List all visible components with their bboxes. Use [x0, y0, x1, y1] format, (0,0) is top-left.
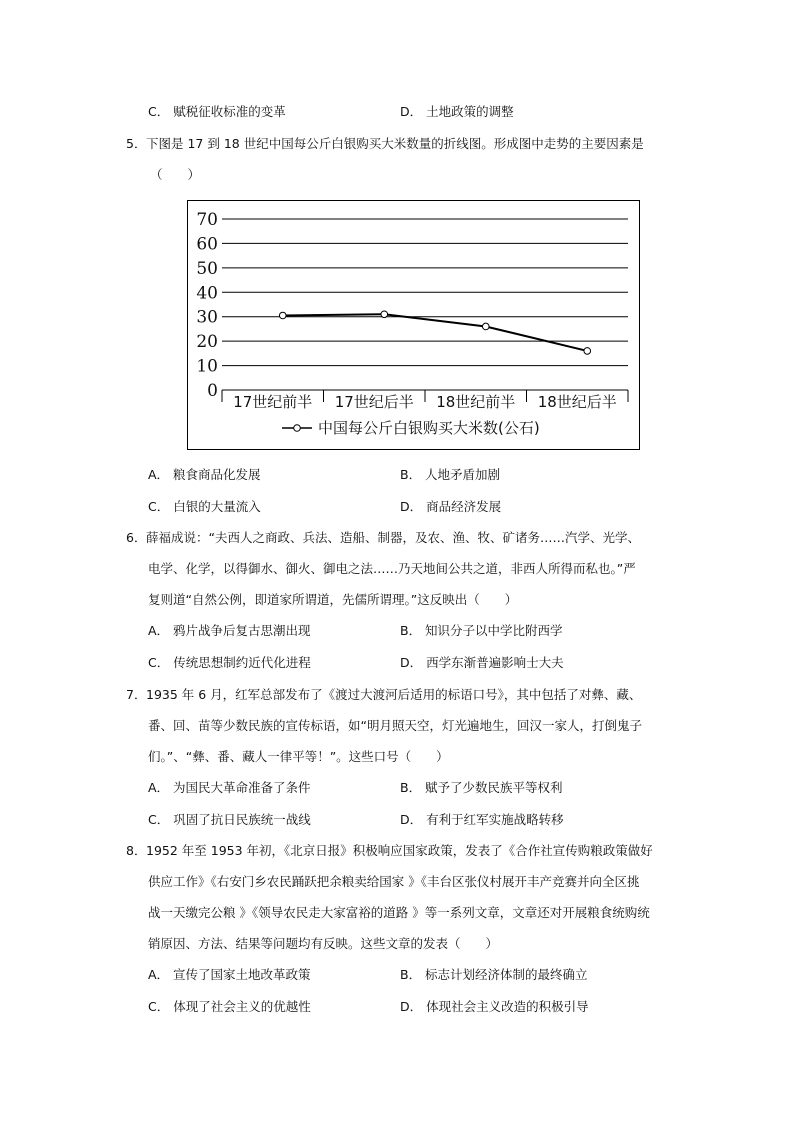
x-category-label: 18世纪前半: [436, 393, 516, 411]
q8-option-b: B． 标志计划经济体制的最终确立: [400, 967, 588, 982]
legend-label: 中国每公斤白银购买大米数(公石): [318, 419, 540, 437]
q7-line-1: 1935 年 6 月，红军总部发布了《渡过大渡河后适用的标语口号》，其中包括了对彝、藏、: [146, 687, 642, 702]
q8-line-1: 1952 年至 1953 年初，《北京日报》积极响应国家政策，发表了《合作社宣传购粮政策做好: [146, 843, 653, 858]
q7-line-3: 们。”、“彝、番、藏人一律平等！”。这些口号（ ）: [148, 749, 449, 764]
y-tick-label: 30: [196, 307, 218, 328]
data-point: [584, 348, 591, 355]
q4-option-d: D． 土地政策的调整: [400, 104, 514, 119]
q8-option-d: D． 体现社会主义改造的积极引导: [400, 999, 589, 1014]
q5-answer-bracket: （ ）: [150, 167, 201, 182]
q6-option-c: C． 传统思想制约近代化进程: [148, 655, 311, 670]
q7-line-2: 番、回、苗等少数民族的宣传标语，如“明月照天空，灯光遍地生，回汉一家人，打倒鬼子: [148, 718, 642, 733]
q6-option-a: A． 鸦片战争后复古思潮出现: [148, 623, 311, 638]
q5-option-a: A． 粮食商品化发展: [148, 467, 261, 482]
q5-option-b: B． 人地矛盾加剧: [400, 467, 501, 482]
rice-silver-line-chart: [187, 200, 640, 450]
q8-number: 8．: [126, 843, 147, 858]
q6-line-3: 复则道“自然公例，即道家所谓道，先儒所谓理。”这反映出（ ）: [148, 592, 518, 607]
y-tick-label: 10: [196, 356, 218, 377]
chart-canvas: [188, 201, 639, 449]
y-tick-label: 50: [196, 258, 218, 279]
x-category-label: 17世纪前半: [233, 393, 313, 411]
q7-option-a: A． 为国民大革命准备了条件: [148, 780, 311, 795]
q5-option-c: C． 白银的大量流入: [148, 499, 261, 514]
series-line: [283, 314, 588, 351]
x-category-label: 18世纪后半: [537, 393, 617, 411]
q7-option-c: C． 巩固了抗日民族统一战线: [148, 812, 311, 827]
q6-number: 6．: [126, 530, 147, 545]
data-point: [482, 323, 489, 330]
q6-line-2: 电学、化学，以得御水、御火、御电之法……乃天地间公共之道，非西人所得而私也。”严: [148, 561, 636, 576]
legend-marker: [294, 425, 301, 432]
q6-option-b: B． 知识分子以中学比附西学: [400, 623, 563, 638]
q5-option-d: D． 商品经济发展: [400, 499, 502, 514]
x-category-label: 17世纪后半: [334, 393, 414, 411]
q7-number: 7．: [126, 687, 147, 702]
q5-number: 5．: [126, 136, 147, 151]
q4-option-c: C． 赋税征收标准的变革: [148, 104, 286, 119]
data-point: [381, 311, 388, 318]
q6-option-d: D． 西学东渐普遍影响士大夫: [400, 655, 564, 670]
y-tick-label: 70: [196, 210, 218, 230]
q7-option-b: B． 赋予了少数民族平等权利: [400, 780, 563, 795]
y-tick-label: 60: [196, 234, 218, 255]
y-tick-label: 0: [207, 381, 218, 401]
q7-option-d: D． 有利于红军实施战略转移: [400, 812, 564, 827]
q8-option-a: A． 宣传了国家土地改革政策: [148, 967, 311, 982]
q8-line-4: 销原因、方法、结果等问题均有反映。这些文章的发表（ ）: [148, 936, 499, 951]
q8-option-c: C． 体现了社会主义的优越性: [148, 999, 311, 1014]
data-point: [279, 312, 286, 319]
y-tick-label: 20: [196, 332, 218, 353]
q5-stem: 下图是 17 到 18 世纪中国每公斤白银购买大米数量的折线图。形成图中走势的主要因素是: [146, 136, 644, 151]
y-tick-label: 40: [196, 283, 218, 304]
q8-line-2: 供应工作》《右安门乡农民踊跃把余粮卖给国家 》《丰台区张仪村展开丰产竞赛并向全区挑: [148, 874, 640, 889]
q8-line-3: 战一天缴完公粮 》《领导农民走大家富裕的道路 》等一系列文章，文章还对开展粮食统购统: [148, 905, 650, 920]
q6-line-1: 薛福成说：“夫西人之商政、兵法、造船、制器，及农、渔、牧、矿诸务……汽学、光学、: [146, 530, 640, 545]
